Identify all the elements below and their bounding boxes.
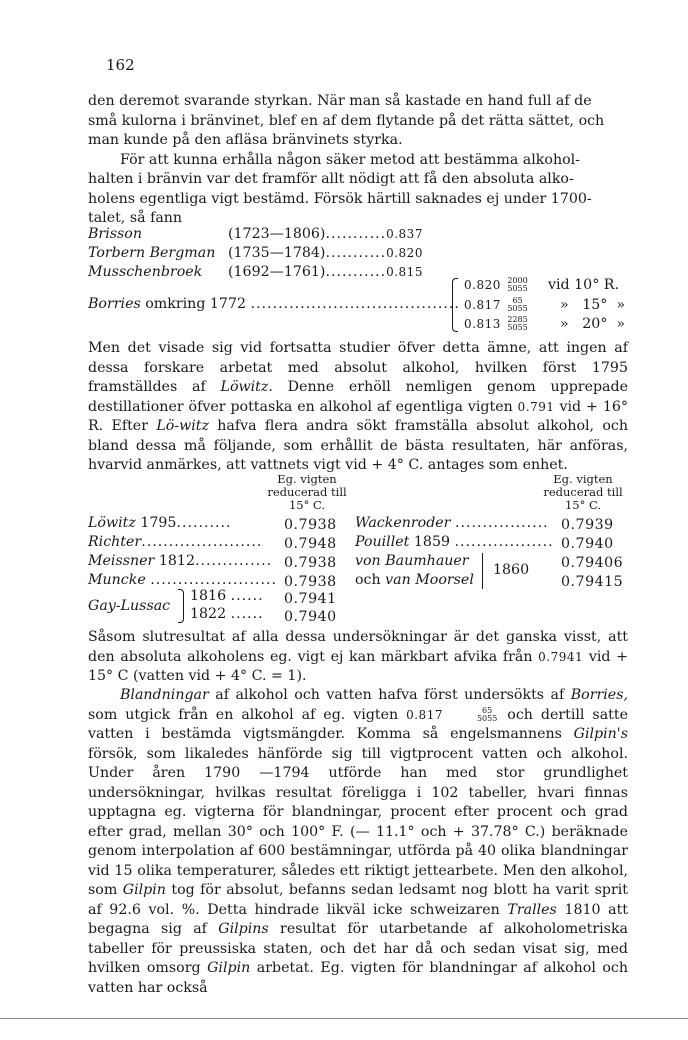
value: 0.7948 (284, 536, 337, 552)
value: 0.7938 (284, 555, 337, 571)
name: Lö-witz (156, 418, 209, 434)
table-header-left (262, 473, 352, 512)
scientist-name: Torbern Bergman (88, 245, 216, 261)
name: Tralles (507, 901, 557, 918)
header-line: reducerad till (543, 485, 623, 499)
early-years (228, 245, 423, 261)
heading: Blandningar (120, 687, 209, 703)
dots: ........... (325, 226, 387, 242)
text: Denne erhöll nemligen genom upprepade destillationer öfver pottaska en alkohol af egentliga vigten (88, 379, 628, 415)
right-brace (178, 589, 184, 623)
value: 0.7940 (284, 609, 337, 625)
early-row (88, 226, 142, 242)
numerator: 65 (482, 705, 493, 715)
value: 0.820 (464, 278, 501, 292)
dots: ........... (325, 245, 387, 261)
text: vid + 15° C (vatten vid + 4° C. = 1). (88, 648, 629, 684)
borries-row (88, 296, 460, 312)
name: Wackenroder (355, 515, 451, 531)
bottom-rule (0, 1018, 688, 1019)
scientist-name: Musschenbroek (88, 264, 203, 280)
dots: .......... (176, 515, 232, 531)
value: 0.79415 (561, 574, 624, 590)
name: Pouillet (355, 534, 410, 550)
text: tog för absolut, befanns sedan ledsamt nog blott ha varit sprit af 92.6 vol. %. Detta hindrade likväl icke schweizaren (88, 882, 628, 918)
text: arbetat. Eg. vigten för blandningar af alkohol och vatten har också (88, 960, 629, 996)
table-row (190, 588, 264, 604)
header-line: Eg. vigten (553, 472, 613, 486)
value: 0.820 (386, 246, 423, 260)
line: holens egentliga vigt bestämd. Försök härtill saknades ej under 1700- (88, 190, 592, 207)
value: 0.7939 (561, 517, 614, 533)
fraction (507, 316, 527, 332)
gay-lussac-name (88, 598, 170, 614)
text: försök, som likaledes hänförde sig till vigtprocent vatten och alkohol. Under åren 1790 —1794 utförde han med stor grundlighet undersökningar, hvilkas resultat föreligga i 102 tabeller, hvari finnas upptagna eg. vigterna för blandningar, procent efter procent och grad efter grad, mellan 30° och 100° F. (— 11.1° och + 37.78° C.) beräknade genom interpolation af 600 bestämningar, utförda på 40 olika blandningar vid 15 olika temperaturer, således ett riktigt jettearbete. Men den alkohol, som (88, 745, 628, 898)
dots: ...... (230, 606, 264, 622)
fraction (507, 297, 527, 313)
text: vid + 16° R. Efter (88, 398, 628, 434)
value: 0.837 (386, 227, 423, 241)
early-years (228, 226, 423, 242)
table-row (355, 515, 549, 531)
scientist-name: Brisson (88, 226, 142, 242)
year: 1860 (493, 562, 530, 578)
numerator: 2285 (507, 315, 528, 324)
value: 0.79406 (561, 555, 624, 571)
table-row (355, 534, 554, 550)
borries-value-row (464, 316, 530, 332)
denominator: 5055 (507, 284, 528, 293)
line: halten i bränvin var det framför allt nödigt att få den absoluta alko- (88, 171, 574, 187)
text: 1810 att begagna sig af (88, 901, 628, 937)
header-line: 15° C. (564, 498, 602, 512)
paragraph-text (88, 686, 628, 998)
paragraph-blandningar (88, 686, 628, 998)
years: (1735—1784) (228, 245, 326, 261)
name: Löwitz. (220, 379, 273, 395)
paragraph-result (88, 628, 628, 687)
temperature-label: » 20° » (560, 316, 626, 332)
table-row (88, 534, 262, 550)
text: hafva flera andra sökt framställa absolut alkohol, och bland dessa må följande, som erhållit de bästa resultaten, här anföras, hvarvid anmärkes, att vattnets vigt vid + 4° C. antages som enhet. (88, 418, 628, 473)
text: af alkohol och vatten hafva först undersökts af (215, 687, 565, 703)
name: Meissner (88, 553, 155, 569)
denominator: 5055 (507, 323, 528, 332)
year: 1859 (413, 534, 450, 550)
table-row (88, 553, 272, 569)
value: 0.817 (406, 707, 443, 722)
early-row (88, 264, 202, 280)
table-row (88, 515, 232, 531)
name: Gay-Lussac (88, 598, 171, 614)
text: Men det visade sig vid fortsatta studier öfver detta ämne, att ingen af dessa forskare arbetat med absolut alkohol, hvilken först 1795 framställdes af (88, 340, 628, 395)
value: 0.7938 (284, 574, 337, 590)
value: 0.7941 (284, 591, 337, 607)
dots: ................. (454, 515, 549, 531)
name: Gilpin (122, 882, 166, 898)
text: som utgick från en alkohol af eg. vigten (88, 706, 399, 723)
name: Borries, (570, 687, 628, 703)
line: man kunde på den afläsa bränvinets styrka. (88, 132, 403, 148)
year: 1816 (190, 588, 227, 604)
year: 1812 (158, 553, 195, 569)
brace-line (482, 553, 485, 589)
dots: ....................... (150, 572, 277, 588)
temperature-label: » 15° » (560, 297, 626, 313)
name: Löwitz (88, 515, 136, 531)
year: 1795 (140, 515, 177, 531)
years: (1723—1806) (228, 226, 326, 242)
dots: .................. (454, 534, 554, 550)
numerator: 2000 (507, 276, 528, 285)
text: resultat för utarbetande af alkoholometriska tabeller för preussiska staten, och det har då och sedan visat sig, med hvilken omsorg (88, 921, 629, 976)
early-years (228, 264, 423, 280)
borries-text: omkring 1772 (145, 296, 247, 312)
borries-value-row (464, 297, 530, 313)
text: och dertill satte vatten i bestämda vigtsmängder. Komma så engelsmannens (88, 706, 628, 742)
text: och (355, 572, 381, 588)
table-header-right (533, 473, 633, 512)
value: 0.7941 (538, 649, 584, 664)
value: 0.7938 (284, 517, 337, 533)
dots: ........... (325, 264, 387, 280)
dots: ...... (230, 588, 264, 604)
line: För att kunna erhålla någon säker metod att bestämma alkohol- (120, 151, 580, 168)
line: den deremot svarande styrkan. När man så kastade en hand full af de (88, 93, 592, 109)
name: Richter (88, 534, 142, 550)
text: Såsom slutresultat af alla dessa undersökningar är det ganska visst, att den absoluta alkoholens eg. vigt ej kan märkbart afvika från (88, 629, 628, 665)
paragraph-lowitz (88, 339, 628, 476)
fraction (507, 277, 527, 293)
years: (1692—1761) (228, 264, 326, 280)
denominator: 5055 (476, 713, 498, 723)
name: van Moorsel (385, 572, 474, 588)
table-row (355, 572, 474, 588)
fraction (445, 707, 497, 723)
name: Gilpin (207, 960, 251, 976)
intro-paragraph (88, 92, 628, 229)
dots: .............. (194, 553, 273, 569)
paragraph-text (88, 628, 628, 687)
value: 0.7940 (561, 536, 614, 552)
page-number: 162 (106, 56, 135, 74)
value: 0.791 (517, 399, 555, 414)
year: 1822 (190, 606, 227, 622)
numerator: 65 (512, 296, 523, 305)
line: små kulorna i bränvinet, blef en af dem flytande på det rätta sättet, och (88, 112, 605, 129)
name: Muncke (88, 572, 146, 588)
table-row (88, 572, 277, 588)
header-line: 15° C. (288, 498, 326, 512)
header-line: reducerad till (267, 485, 347, 499)
paragraph-text (88, 339, 628, 476)
name: von Baumhauer (355, 553, 469, 569)
value: 0.815 (386, 265, 423, 279)
table-row (355, 553, 469, 569)
header-line: Eg. vigten (277, 472, 337, 486)
name: Gilpins (218, 921, 269, 937)
value: 0.817 (464, 298, 501, 312)
borries-value-row (464, 277, 530, 293)
dots: ...................... (141, 534, 263, 550)
value: 0.813 (464, 317, 501, 331)
table-row (190, 606, 264, 622)
name: Gilpin's (573, 726, 628, 742)
denominator: 5055 (507, 304, 528, 313)
temperature-label: vid 10° R. (548, 277, 619, 293)
left-brace (452, 278, 458, 332)
scientist-name: Borries (88, 296, 141, 312)
early-row (88, 245, 215, 261)
dots: ...................................... (250, 296, 460, 312)
line: talet, så fann (88, 210, 183, 226)
